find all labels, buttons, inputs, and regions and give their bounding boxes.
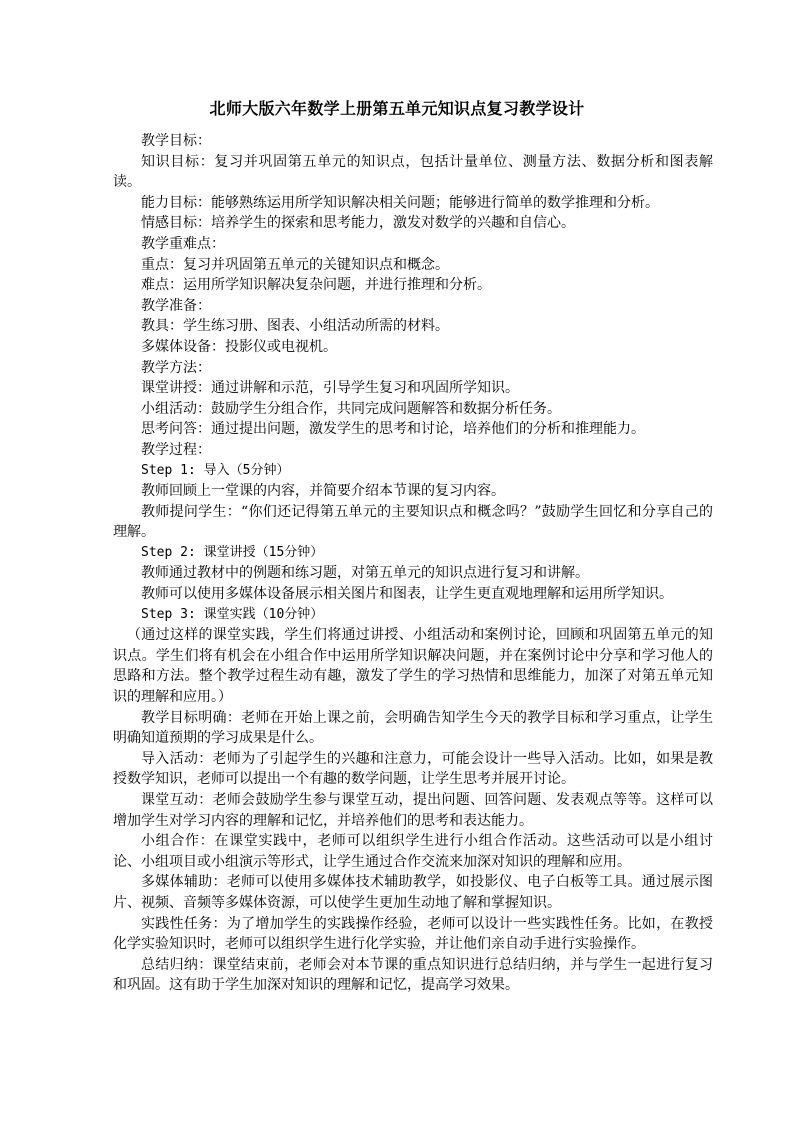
paragraph-practical-tasks: 实践性任务：为了增加学生的实践操作经验，老师可以设计一些实践性任务。比如，在教授化学实验知识时，老师可以组织学生进行化学实验，并让他们亲自动手进行实验操作。 — [113, 915, 713, 953]
step-3-heading: Step 3: 课堂实践（10分钟） — [141, 606, 324, 622]
heading-teaching-preparation: 教学准备： — [141, 297, 211, 314]
paragraph-lecture: 课堂讲授：通过讲解和示范，引导学生复习和巩固所学知识。 — [141, 380, 519, 397]
step-2-heading: Step 2: 课堂讲授（15分钟） — [141, 544, 324, 560]
paragraph-step-2-multimedia: 教师可以使用多媒体设备展示相关图片和图表，让学生更直观地理解和运用所学知识。 — [141, 586, 673, 603]
paragraph-classroom-interaction: 课堂互动：老师会鼓励学生参与课堂互动，提出问题、回答问题、发表观点等等。这样可以增加学生对学习内容的理解和记忆，并培养他们的思考和表达能力。 — [113, 792, 713, 829]
paragraph-emotion-goal: 情感目标：培养学生的探索和思考能力，激发对数学的兴趣和自信心。 — [141, 215, 575, 232]
step-1-heading: Step 1: 导入（5分钟） — [141, 462, 290, 478]
paragraph-group-cooperation: 小组合作：在课堂实践中，老师可以组织学生进行小组合作活动。这些活动可以是小组讨论、小组项目或小组演示等形式，让学生通过合作交流来加深对知识的理解和应用。 — [113, 833, 713, 870]
paragraph-key-point: 重点：复习并巩固第五单元的关键知识点和概念。 — [141, 256, 449, 273]
paragraph-intro-activity: 导入活动：老师为了引起学生的兴趣和注意力，可能会设计一些导入活动。比如，如果是教授数学知识，老师可以提出一个有趣的数学问题，让学生思考并展开讨论。 — [113, 750, 713, 788]
paragraph-difficult-point: 难点：运用所学知识解决复杂问题，并进行推理和分析。 — [141, 277, 491, 294]
paragraph-group-activity: 小组活动：鼓励学生分组合作，共同完成问题解答和数据分析任务。 — [141, 400, 561, 417]
paragraph-teaching-aids: 教具：学生练习册、图表、小组活动所需的材料。 — [141, 318, 449, 335]
heading-teaching-process: 教学过程： — [141, 441, 211, 458]
paragraph-step-2-explain: 教师通过教材中的例题和练习题，对第五单元的知识点进行复习和讲解。 — [141, 565, 589, 582]
paragraph-knowledge-goal: 知识目标：复习并巩固第五单元的知识点，包括计量单位、测量方法、数据分析和图表解读。 — [113, 153, 713, 191]
paragraph-step-3-summary: （通过这样的课堂实践，学生们将通过讲授、小组活动和案例讨论，回顾和巩固第五单元的知识点。学生们将有机会在小组合作中运用所学知识解决问题，并在案例讨论中分享和学习他人的思路和方法。整个教学过程生动有趣，激发了学生的学习热情和思维能力，加深了对第五单元知识的理解和应用。） — [113, 627, 713, 706]
paragraph-step-1-review: 教师回顾上一堂课的内容，并简要介绍本节课的复习内容。 — [141, 483, 505, 500]
paragraph-question-answer: 思考问答：通过提出问题，激发学生的思考和讨论，培养他们的分析和推理能力。 — [141, 421, 645, 438]
paragraph-step-1-question: 教师提问学生：“你们还记得第五单元的主要知识点和概念吗？”鼓励学生回忆和分享自己的理解。 — [113, 503, 713, 541]
document-body — [113, 131, 713, 996]
paragraph-summary: 总结归纳：课堂结束前，老师会对本节课的重点知识进行总结归纳，并与学生一起进行复习和巩固。这有助于学生加深对知识的理解和记忆，提高学习效果。 — [113, 956, 713, 994]
heading-key-difficult-points: 教学重难点： — [141, 235, 225, 252]
heading-teaching-goals: 教学目标： — [141, 133, 211, 149]
heading-teaching-methods: 教学方法： — [141, 359, 211, 376]
paragraph-ability-goal: 能力目标：能够熟练运用所学知识解决相关问题；能够进行简单的数学推理和分析。 — [141, 194, 659, 211]
paragraph-multimedia-assist: 多媒体辅助：老师可以使用多媒体技术辅助教学，如投影仪、电子白板等工具。通过展示图片、视频、音频等多媒体资源，可以使学生更加生动地了解和掌握知识。 — [113, 874, 713, 911]
document-title: 北师大版六年数学上册第五单元知识点复习教学设计 — [209, 99, 585, 118]
paragraph-clear-goals: 教学目标明确：老师在开始上课之前，会明确告知学生今天的教学目标和学习重点，让学生明确知道预期的学习成果是什么。 — [113, 709, 713, 747]
paragraph-multimedia-equipment: 多媒体设备：投影仪或电视机。 — [141, 338, 337, 355]
